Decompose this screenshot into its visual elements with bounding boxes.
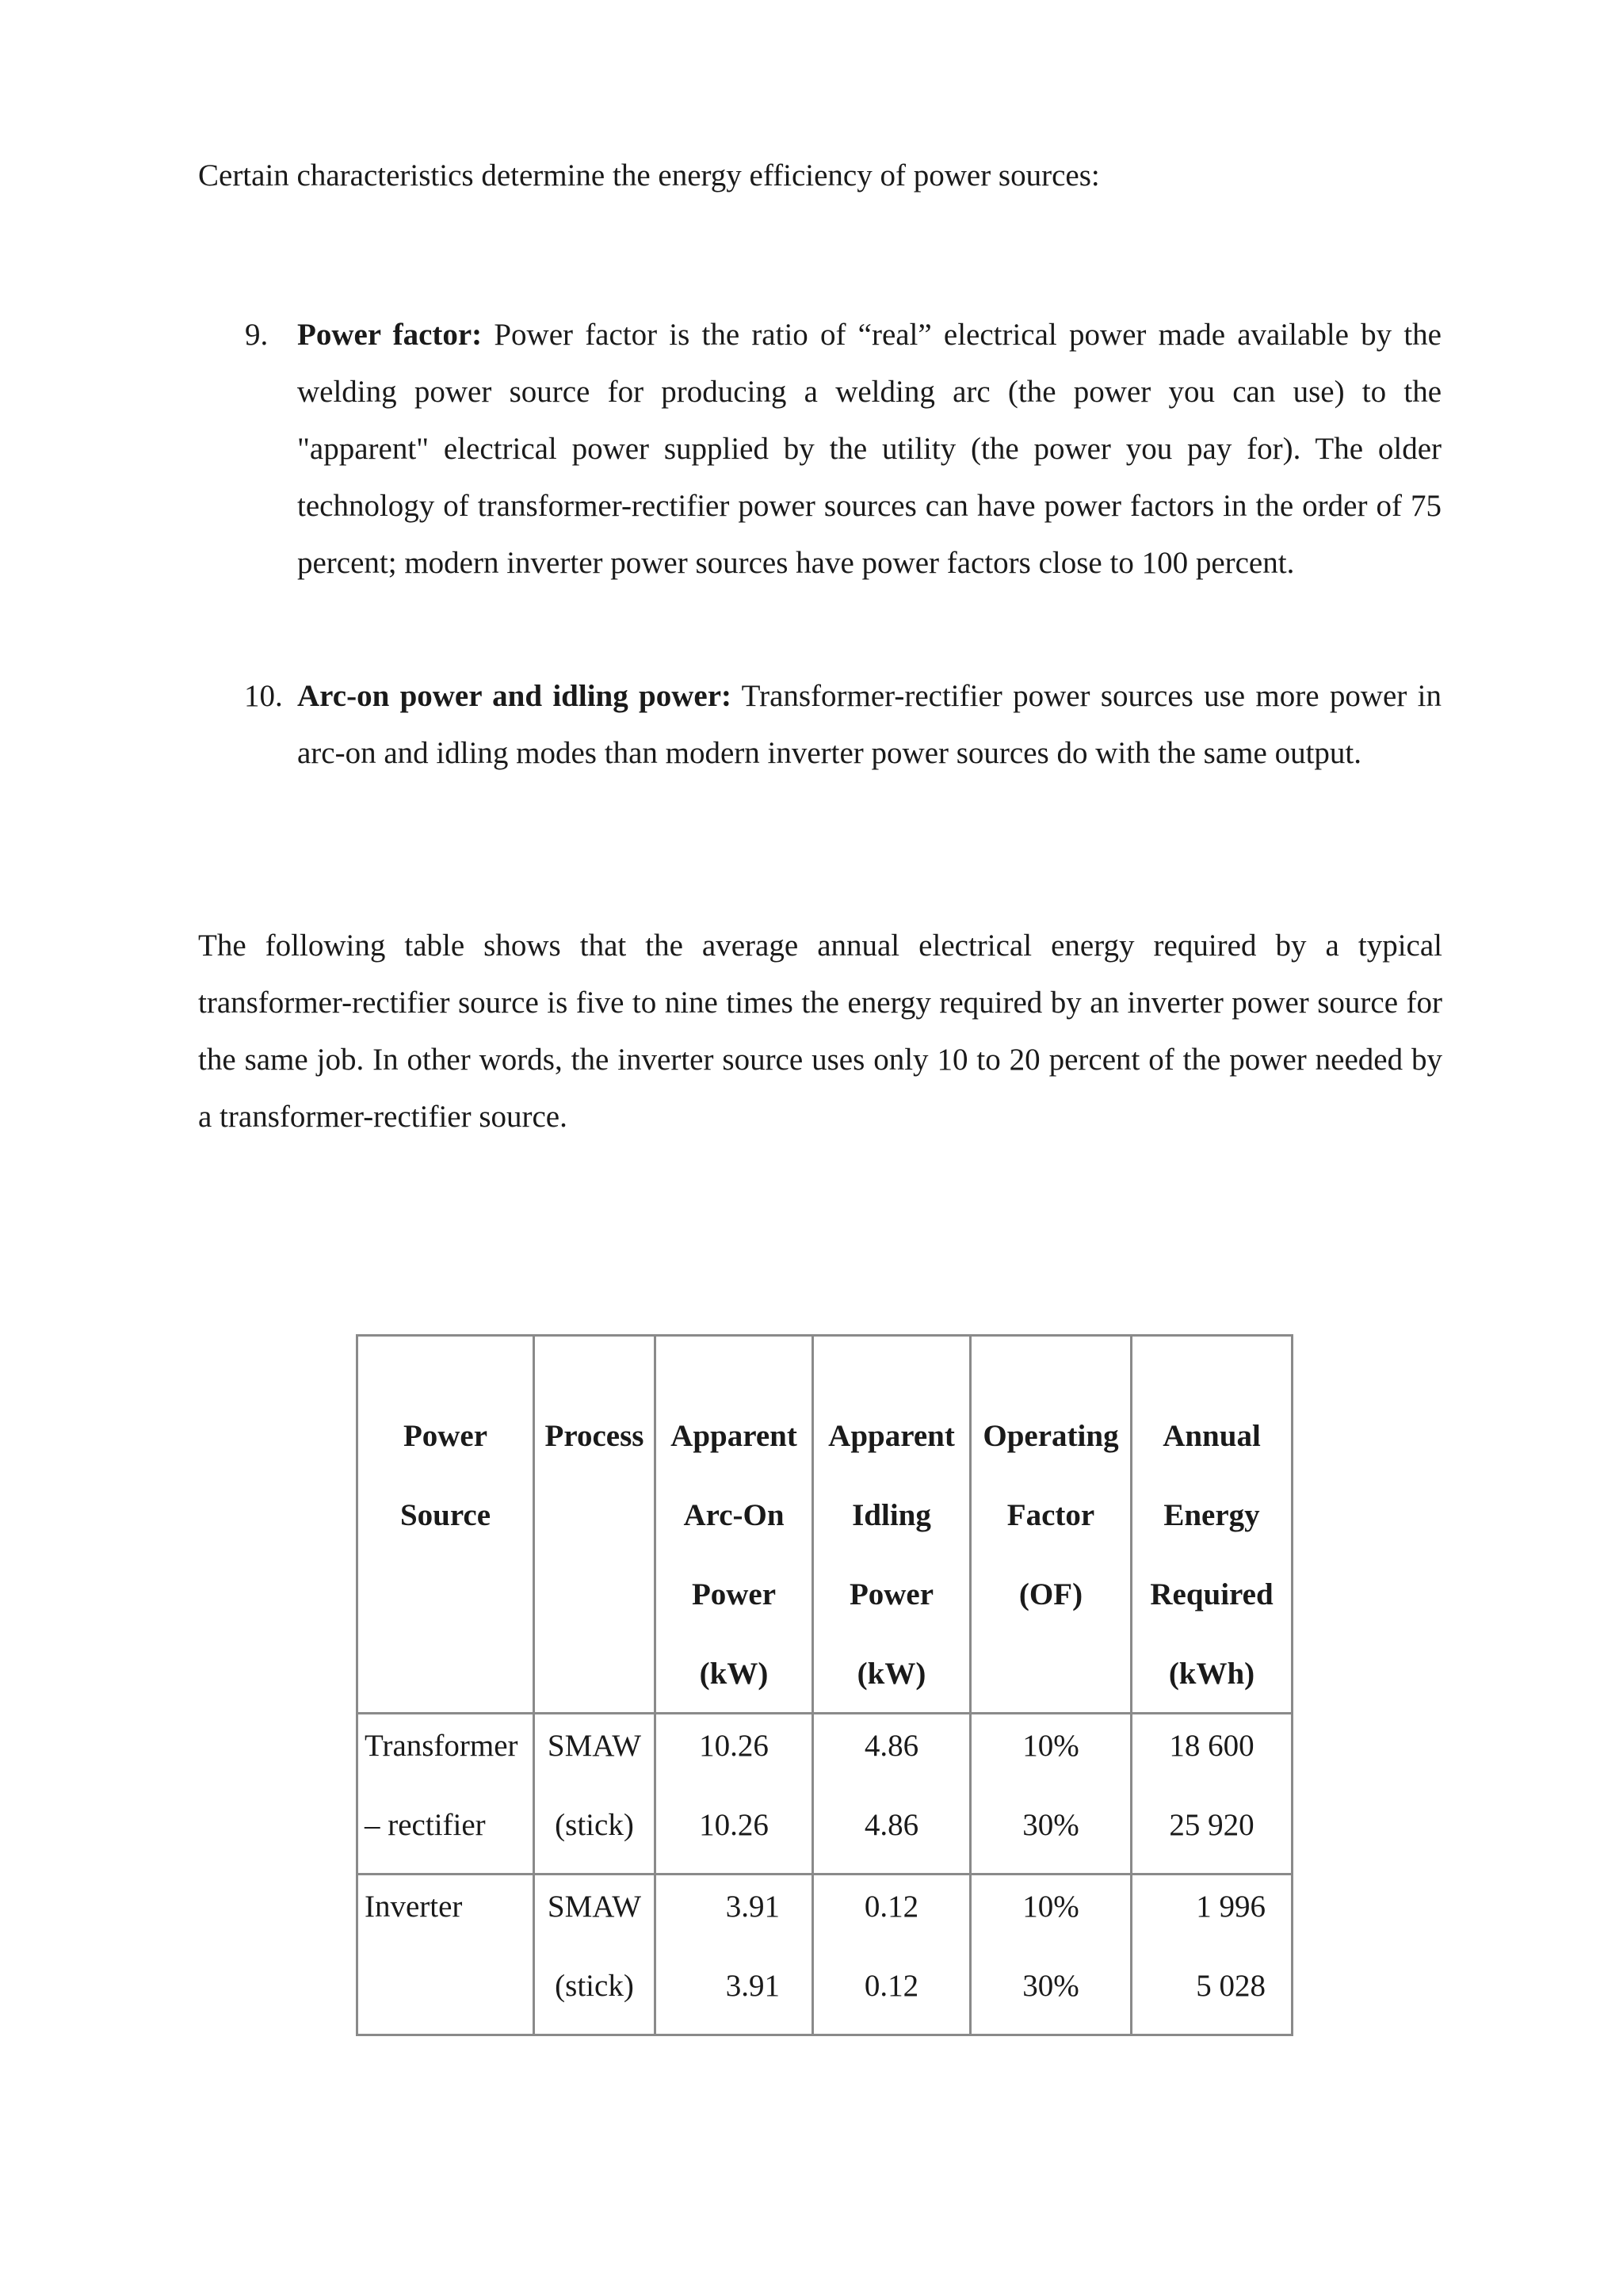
cell-arc-on-power: 3.91 3.91	[655, 1875, 813, 2035]
list-item-power-factor	[245, 307, 1442, 592]
table-row	[357, 1714, 1293, 1875]
cell-idling-power: 0.12 0.12	[813, 1875, 971, 2035]
header-annual-energy: Annual Energy Required (kWh)	[1132, 1336, 1293, 1714]
list-item-number: 9.	[245, 318, 269, 352]
cell-annual-energy: 1 996 5 028	[1132, 1875, 1293, 2035]
intro-paragraph: Certain characteristics determine the energy efficiency of power sources:	[198, 158, 1100, 193]
cell-power-source: Transformer – rectifier	[357, 1714, 534, 1875]
table-intro-paragraph: The following table shows that the average annual electrical energy required by a typical transformer-rectifier source is five to nine times the energy required by an inverter power source for the same job. In other words, the inverter source uses only 10 to 20 percent of the power needed by a transformer-rectifier source.	[198, 929, 1442, 1134]
cell-operating-factor: 10% 30%	[971, 1714, 1132, 1875]
list-item-number: 10.	[244, 679, 283, 713]
cell-idling-power: 4.86 4.86	[813, 1714, 971, 1875]
list-item-term: Power factor:	[297, 318, 483, 352]
cell-power-source: Inverter	[357, 1875, 534, 2035]
cell-annual-energy: 18 600 25 920	[1132, 1714, 1293, 1875]
header-operating-factor: Operating Factor (OF)	[971, 1336, 1132, 1714]
list-item-text: Transformer-rectifier power sources use more power in arc-on and idling modes than modern inverter power sources do with the same output.	[297, 679, 1442, 770]
cell-process: SMAW (stick)	[534, 1875, 655, 2035]
header-process: Process	[534, 1336, 655, 1714]
header-arc-on-power: Apparent Arc-On Power (kW)	[655, 1336, 813, 1714]
cell-process: SMAW (stick)	[534, 1714, 655, 1875]
table-header-row	[357, 1336, 1293, 1714]
table-row	[357, 1875, 1293, 2035]
header-idling-power: Apparent Idling Power (kW)	[813, 1336, 971, 1714]
list-item-text: Power factor is the ratio of “real” electrical power made available by the welding power source for producing a welding arc (the power you can use) to the "apparent" electrical power supplied by the utility (the power you pay for). The older technology of transformer-rectifier power sources can have power factors in the order of 75 percent; modern inverter power sources have power factors close to 100 percent.	[297, 318, 1442, 580]
list-item-term: Arc-on power and idling power:	[297, 679, 732, 713]
list-item-arc-on-power	[245, 668, 1442, 782]
energy-table	[356, 1334, 1293, 2036]
cell-operating-factor: 10% 30%	[971, 1875, 1132, 2035]
cell-arc-on-power: 10.26 10.26	[655, 1714, 813, 1875]
header-power-source: Power Source	[357, 1336, 534, 1714]
